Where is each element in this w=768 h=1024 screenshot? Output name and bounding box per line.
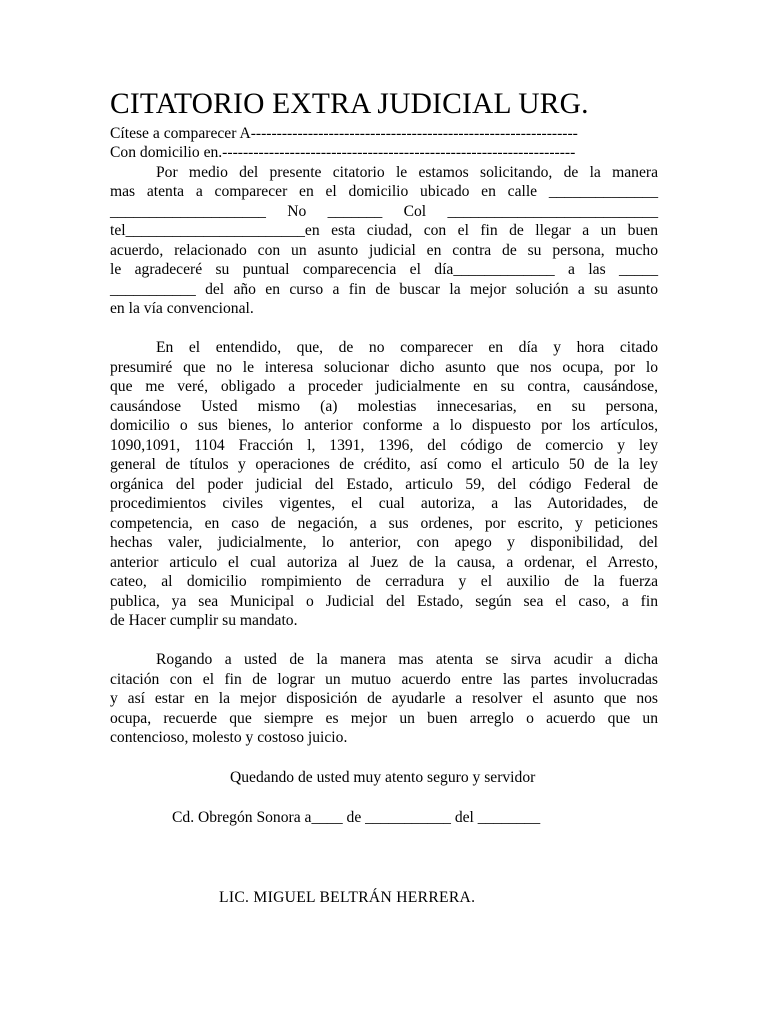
paragraph-line: contencioso, molesto y costoso juicio.	[110, 729, 348, 747]
paragraph-line: de Hacer cumplir su mandato.	[110, 612, 298, 630]
paragraph-warning	[110, 338, 658, 631]
paragraph-line: presumiré que no le interesa solucionar dicho asunto que nos ocupa, por lo	[110, 358, 658, 376]
place-date-line: Cd. Obregón Sonora a____ de ___________ del ________	[172, 809, 541, 826]
paragraph-line: que me veré, obligado a proceder judicialmente en su contra, causándose,	[110, 378, 658, 396]
paragraph-line: citación con el fin de lograr un mutuo acuerdo entre las partes involucradas	[110, 670, 658, 688]
paragraph-line: procedimientos civiles vigentes, el cual autoriza, a las Autoridades, de	[110, 495, 658, 513]
paragraph-line: mas atenta a comparecer en el domicilio ubicado en calle ______________	[110, 183, 658, 201]
paragraph-line: publica, ya sea Municipal o Judicial del Estado, según sea el caso, a fin	[110, 592, 658, 610]
paragraph-plea	[110, 650, 658, 748]
paragraph-line: hechas valer, judicialmente, lo anterior, con apego y disponibilidad, del	[110, 534, 658, 552]
paragraph-line: domicilio o sus bienes, lo anterior conforme a lo dispuesto por los artículos,	[110, 417, 658, 435]
paragraph-line: orgánica del poder judicial del Estado, articulo 59, del código Federal de	[110, 475, 658, 493]
paragraph-line: 1090,1091, 1104 Fracción l, 1391, 1396, del código de comercio y ley	[110, 436, 658, 454]
paragraph-line: tel_______________________en esta ciudad, con el fin de llegar a un buen	[110, 222, 658, 240]
paragraph-line: anterior articulo el cual autoriza al Juez de la causa, a ordenar, el Arresto,	[110, 553, 658, 571]
closing-line: Quedando de usted muy atento seguro y servidor	[230, 769, 536, 786]
paragraph-line: general de títulos y operaciones de crédito, así como el articulo 50 de la ley	[110, 456, 658, 474]
paragraph-line: ___________ del año en curso a fin de buscar la mejor solución a su asunto	[110, 280, 658, 298]
paragraph-line: cateo, al domicilio rompimiento de cerradura y el auxilio de la fuerza	[110, 573, 658, 591]
domicile-line: Con domicilio en.--------------------------------------------------------------------	[110, 144, 576, 162]
paragraph-line: y así estar en la mejor disposición de ayudarle a resolver el asunto que nos	[110, 690, 658, 708]
paragraph-line: causándose Usted mismo (a) molestias innecesarias, en su persona,	[110, 397, 658, 415]
paragraph-line: competencia, en caso de negación, a sus ordenes, por escrito, y peticiones	[110, 514, 658, 532]
paragraph-line: Por medio del presente citatorio le estamos solicitando, de la manera	[156, 163, 658, 181]
paragraph-line: ocupa, recuerde que siempre es mejor un buen arreglo o acuerdo que un	[110, 709, 658, 727]
paragraph-line: le agradeceré su puntual comparecencia el día_____________ a las _____	[110, 261, 658, 279]
paragraph-line: en la vía convencional.	[110, 300, 254, 318]
paragraph-request	[110, 163, 658, 319]
paragraph-line: acuerdo, relacionado con un asunto judicial en contra de su persona, mucho	[110, 241, 658, 259]
document-body	[110, 86, 658, 748]
paragraph-line: ____________________ No _______ Col ___________________________	[110, 202, 658, 220]
signature-name: LIC. MIGUEL BELTRÁN HERRERA.	[219, 889, 476, 906]
document-title: CITATORIO EXTRA JUDICIAL URG.	[110, 88, 589, 120]
paragraph-line: En el entendido, que, de no comparecer en día y hora citado	[156, 339, 658, 357]
paragraph-line: Rogando a usted de la manera mas atenta se sirva acudir a dicha	[156, 651, 658, 669]
cite-line: Cítese a comparecer A---------------------------------------------------------------	[110, 125, 578, 142]
